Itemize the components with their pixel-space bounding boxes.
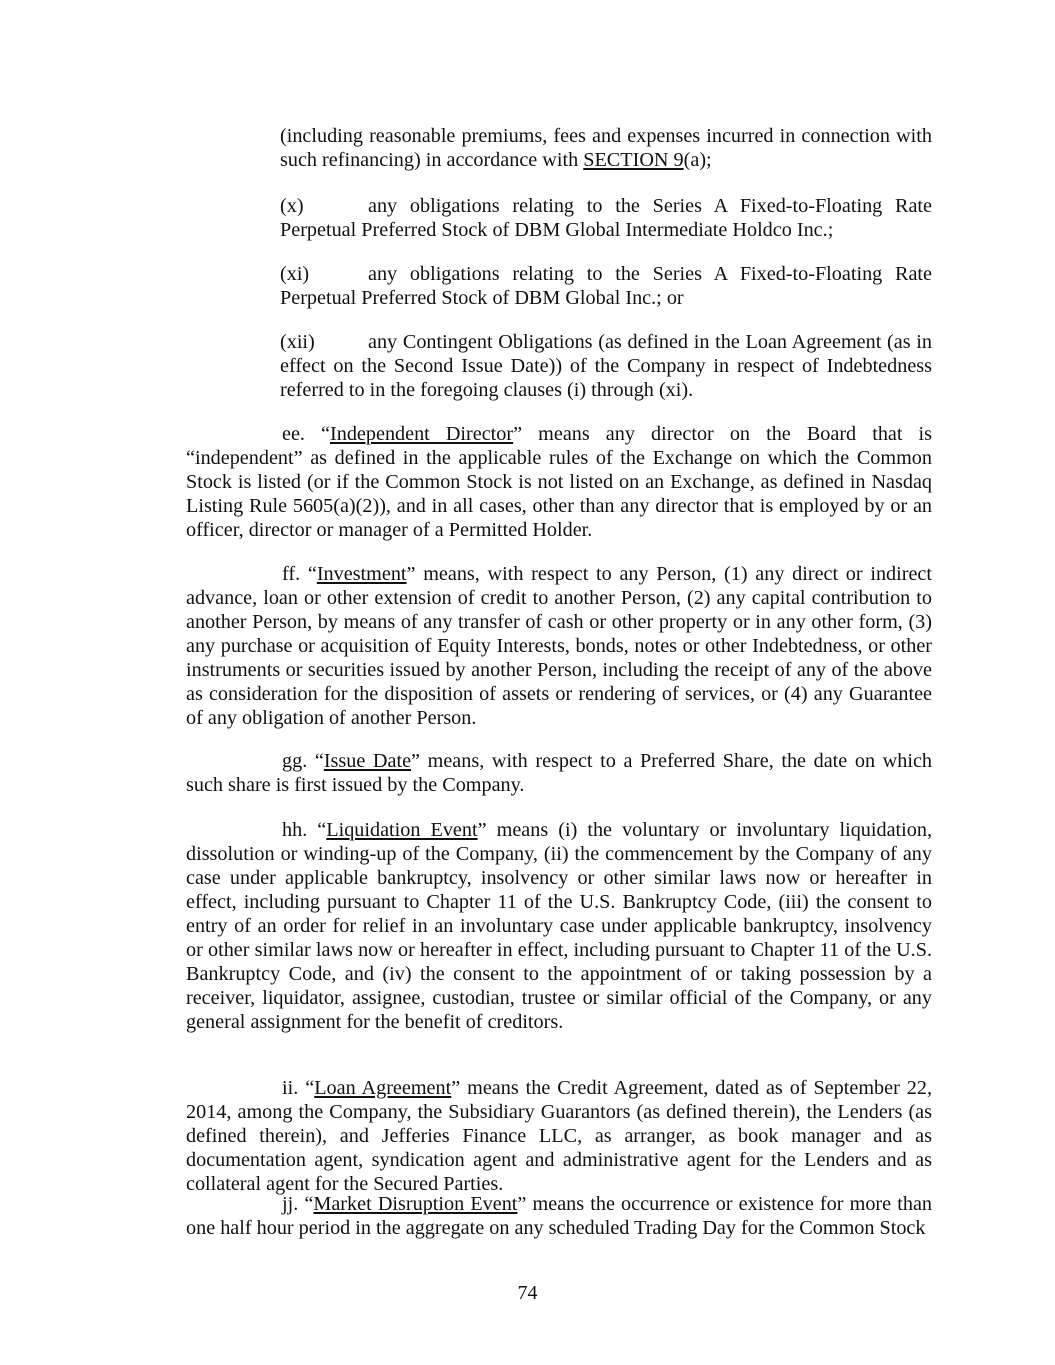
clause-text: any obligations relating to the Series A Fixed-to-Floating Rate Perpetual Preferred Stock of DBM Global Intermediate Holdco Inc.; xyxy=(280,195,932,241)
section-reference-link: SECTION 9 xyxy=(583,149,684,171)
definition-letter: gg. xyxy=(282,750,308,772)
clause-label: (xi) xyxy=(280,263,310,285)
page-number: 74 xyxy=(517,1282,538,1304)
definition-text: means, with respect to any Person, (1) any direct or indirect advance, loan or other extension of credit to another Person, (2) any capital contribution to another Person, by means of any transfer of cash or other property or in any other form, (3) any purchase or acquisition of Equity Interests, bonds, notes or other Indebtedness, or other instruments or securities issued by another Person, including the receipt of any of the above as consideration for the disposition of assets or rendering of services, or (4) any Guarantee of any obligation of another Person. xyxy=(186,563,932,729)
defined-term: Loan Agreement xyxy=(314,1077,452,1099)
definition-letter: jj. xyxy=(282,1193,299,1215)
definition-letter: ff. xyxy=(282,563,301,585)
clause-text: any Contingent Obligations (as defined in the Loan Agreement (as in effect on the Second Issue Date)) of the Company in respect of Indebtedness referred to in the foregoing clauses (i) through (xi). xyxy=(280,331,932,401)
clause-label: (x) xyxy=(280,195,304,217)
clause-x xyxy=(280,194,932,242)
clause-xii xyxy=(280,330,932,402)
definition-issue-date: gg. “Issue Date” means, with respect to a Preferred Share, the date on which such share is first issued by the Company. xyxy=(186,750,933,796)
definition-text: means any director on the Board that is “independent” as defined in the applicable rules of the Exchange on which the Common Stock is listed (or if the Common Stock is not listed on an Exchange, as defined in Nasdaq Listing Rule 5605(a)(2)), and in all cases, other than any director that is employed by or an officer, director or manager of a Permitted Holder. xyxy=(186,423,933,541)
definition-market-disruption-event: jj. “Market Disruption Event” means the occurrence or existence for more than one half hour period in the aggregate on any scheduled Trading Day for the Common Stock xyxy=(186,1193,932,1239)
paragraph-refinancing-continuation: (including reasonable premiums, fees and expenses incurred in connection with such refinancing) in accordance with SECTION 9(a); xyxy=(280,125,932,171)
definition-loan-agreement: ii. “Loan Agreement” means the Credit Agreement, dated as of September 22, 2014, among the Company, the Subsidiary Guarantors (as defined therein), the Lenders (as defined therein), and Jefferies Finance LLC, as arranger, as book manager and as documentation agent, syndication agent and administrative agent for the Lenders and as collateral agent for the Secured Parties. xyxy=(186,1077,933,1195)
definition-independent-director: ee. “Independent Director” means any director on the Board that is “independent” as defined in the applicable rules of the Exchange on which the Common Stock is listed (or if the Common Stock is not listed on an Exchange, as defined in Nasdaq Listing Rule 5605(a)(2)), and in all cases, other than any director that is employed by or an officer, director or manager of a Permitted Holder. xyxy=(186,423,933,541)
clause-text: any obligations relating to the Series A Fixed-to-Floating Rate Perpetual Preferred Stock of DBM Global Inc.; or xyxy=(280,263,932,309)
definition-text: means (i) the voluntary or involuntary liquidation, dissolution or winding-up of the Company, (ii) the commencement by the Company of any case under applicable bankruptcy, insolvency or other similar laws now or hereafter in effect, including pursuant to Chapter 11 of the U.S. Bankruptcy Code, (iii) the consent to entry of an order for relief in an involuntary case under applicable bankruptcy, insolvency or other similar laws now or hereafter in effect, including pursuant to Chapter 11 of the U.S. Bankruptcy Code, and (iv) the consent to the appointment of or taking possession by a receiver, liquidator, assignee, custodian, trustee or similar official of the Company, or any general assignment for the benefit of creditors. xyxy=(186,819,932,1033)
defined-term: Investment xyxy=(316,563,407,585)
clause-xi xyxy=(280,262,932,310)
defined-term: Issue Date xyxy=(323,750,412,772)
clause-label: (xii) xyxy=(280,331,315,353)
defined-term: Market Disruption Event xyxy=(313,1193,518,1215)
definition-text: means the occurrence or existence for more than one half hour period in the aggregate on any scheduled Trading Day for the Common Stock xyxy=(186,1193,932,1239)
definition-investment: ff. “Investment” means, with respect to any Person, (1) any direct or indirect advance, loan or other extension of credit to another Person, (2) any capital contribution to another Person, by means of any transfer of cash or other property or in any other form, (3) any purchase or acquisition of Equity Interests, bonds, notes or other Indebtedness, or other instruments or securities issued by another Person, including the receipt of any of the above as consideration for the disposition of assets or rendering of services, or (4) any Guarantee of any obligation of another Person. xyxy=(186,563,932,729)
definition-letter: hh. xyxy=(282,819,308,841)
definition-text: means, with respect to a Preferred Share, the date on which such share is first issued by the Company. xyxy=(186,750,933,796)
defined-term: Liquidation Event xyxy=(326,819,478,841)
definition-liquidation-event: hh. “Liquidation Event” means (i) the voluntary or involuntary liquidation, dissolution or winding-up of the Company, (ii) the commencement by the Company of any case under applicable bankruptcy, insolvency or other similar laws now or hereafter in effect, including pursuant to Chapter 11 of the U.S. Bankruptcy Code, (iii) the consent to entry of an order for relief in an involuntary case under applicable bankruptcy, insolvency or other similar laws now or hereafter in effect, including pursuant to Chapter 11 of the U.S. Bankruptcy Code, and (iv) the consent to the appointment of or taking possession by a receiver, liquidator, assignee, custodian, trustee or similar official of the Company, or any general assignment for the benefit of creditors. xyxy=(186,819,932,1033)
definition-letter: ii. xyxy=(282,1077,299,1099)
definition-letter: ee. xyxy=(282,423,305,445)
definition-text: means the Credit Agreement, dated as of September 22, 2014, among the Company, the Subsidiary Guarantors (as defined therein), the Lenders (as defined therein), and Jefferies Finance LLC, as arranger, as book manager and as documentation agent, syndication agent and administrative agent for the Lenders and as collateral agent for the Secured Parties. xyxy=(186,1077,933,1195)
defined-term: Independent Director xyxy=(330,423,514,445)
